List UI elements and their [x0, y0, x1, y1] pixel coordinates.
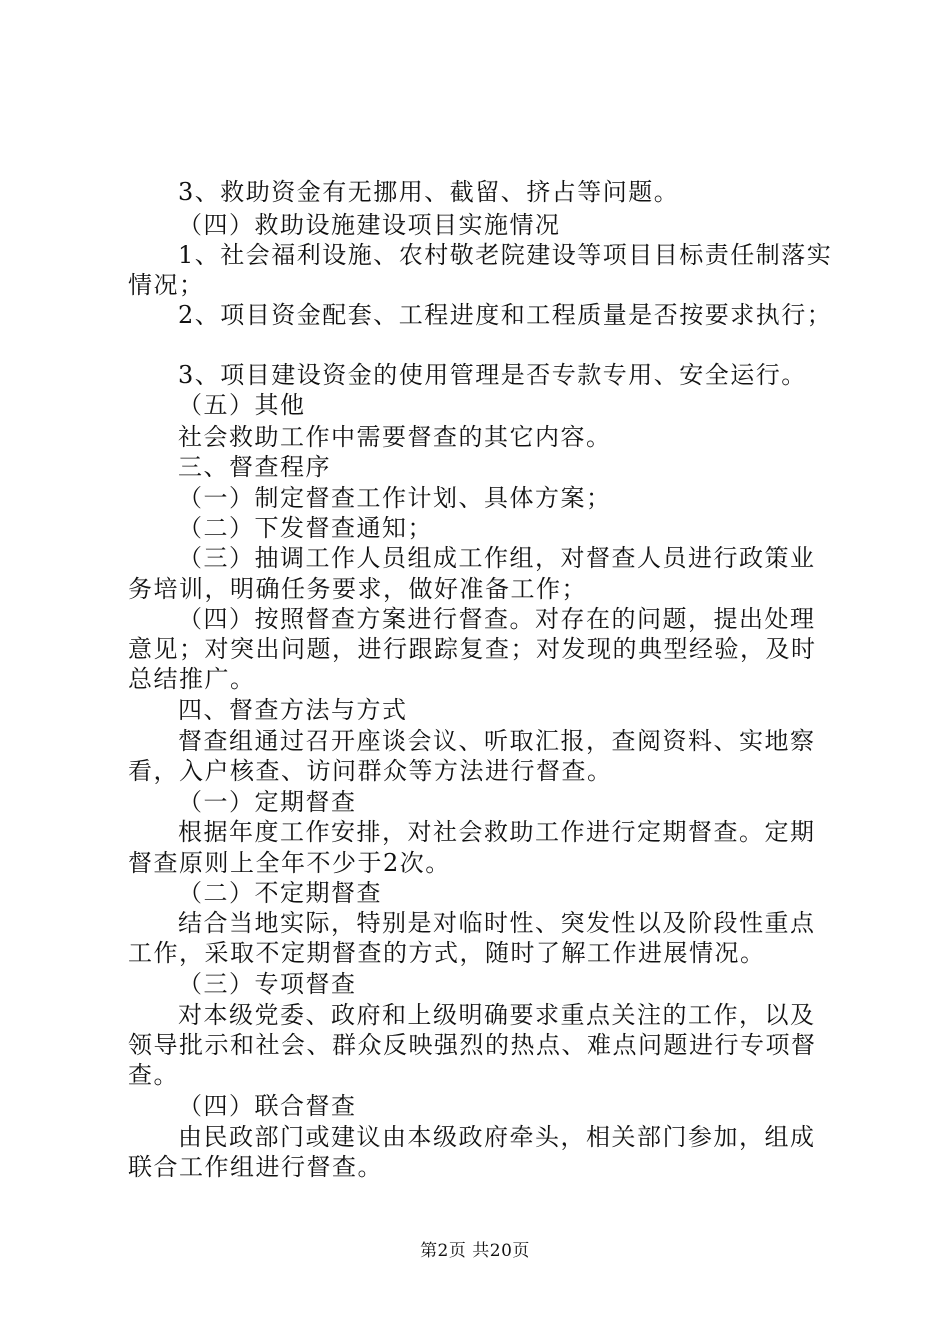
text-line: 督查原则上全年不少于2次。: [128, 849, 451, 877]
text-line: 总结推广。: [128, 665, 256, 693]
text-line: 社会救助工作中需要督查的其它内容。: [178, 423, 612, 451]
text-line: 根据年度工作安排，对社会救助工作进行定期督查。定期: [178, 818, 816, 846]
text-line: （一）制定督查工作计划、具体方案；: [178, 484, 612, 512]
text-line: 工作，采取不定期督查的方式，随时了解工作进展情况。: [128, 939, 766, 967]
text-line: （四）按照督查方案进行督查。对存在的问题，提出处理: [178, 605, 816, 633]
text-line: （四）联合督查: [178, 1092, 357, 1120]
text-line: （四）救助设施建设项目实施情况: [178, 211, 561, 239]
text-line: 1、社会福利设施、农村敬老院建设等项目目标责任制落实: [178, 241, 833, 269]
text-line: 查。: [128, 1061, 179, 1089]
text-line: 由民政部门或建议由本级政府牵头，相关部门参加，组成: [178, 1123, 816, 1151]
page-number-footer: 第2页 共20页: [420, 1241, 530, 1261]
text-line: 结合当地实际，特别是对临时性、突发性以及阶段性重点: [178, 909, 816, 937]
text-line: （一）定期督查: [178, 788, 357, 816]
text-line: 联合工作组进行督查。: [128, 1153, 383, 1181]
text-line: 2、项目资金配套、工程进度和工程质量是否按要求执行；: [178, 301, 833, 329]
text-line: （三）抽调工作人员组成工作组，对督查人员进行政策业: [178, 544, 816, 572]
text-line: 意见；对突出问题，进行跟踪复查；对发现的典型经验，及时: [128, 635, 817, 663]
text-line: （二）不定期督查: [178, 879, 382, 907]
text-line: 领导批示和社会、群众反映强烈的热点、难点问题进行专项督: [128, 1031, 817, 1059]
text-line: （五）其他: [178, 391, 306, 419]
text-line: 务培训，明确任务要求，做好准备工作；: [128, 575, 587, 603]
text-line: 督查组通过召开座谈会议、听取汇报，查阅资料、实地察: [178, 727, 816, 755]
text-line: 三、督查程序: [178, 453, 331, 481]
text-line: （三）专项督查: [178, 970, 357, 998]
text-line: 四、督查方法与方式: [178, 696, 408, 724]
text-line: 对本级党委、政府和上级明确要求重点关注的工作，以及: [178, 1001, 816, 1029]
text-line: 3、项目建设资金的使用管理是否专款专用、安全运行。: [178, 361, 807, 389]
text-line: （二）下发督查通知；: [178, 514, 433, 542]
text-line: 3、救助资金有无挪用、截留、挤占等问题。: [178, 178, 680, 206]
text-line: 看，入户核查、访问群众等方法进行督查。: [128, 757, 613, 785]
text-line: 情况；: [128, 271, 205, 299]
